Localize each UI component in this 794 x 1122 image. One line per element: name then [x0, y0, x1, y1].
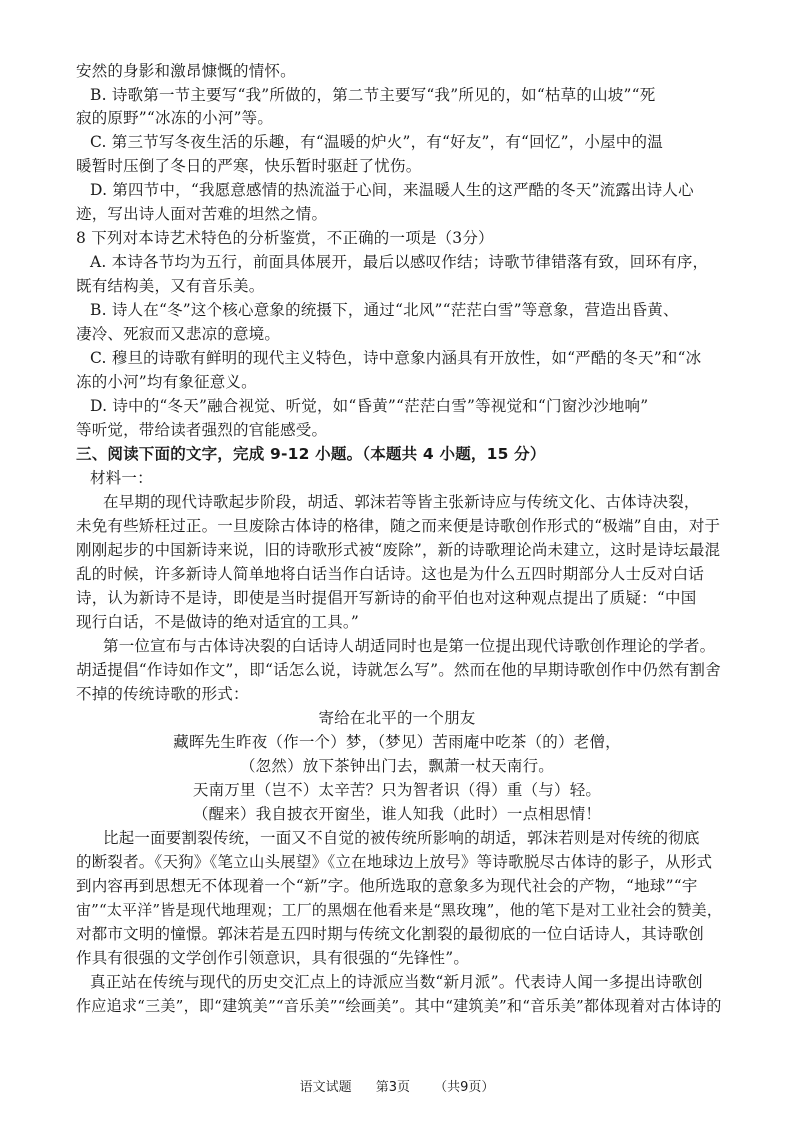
paragraph-1-line: 在早期的现代诗歌起步阶段，胡适、郭沫若等皆主张新诗应与传统文化、古体诗决裂，: [103, 493, 700, 511]
q8-option-c-line2: 冻的小河”均有象征意义。: [76, 373, 257, 391]
page-footer: [0, 1076, 794, 1095]
q7-option-b-line2: 寂的原野”“冰冻的小河”等。: [76, 109, 274, 127]
poem-line: （醒来）我自披衣开窗坐，谁人知我（此时）一点相思情！: [192, 805, 602, 823]
poem-line: 藏晖先生昨夜（作一个）梦，（梦见）苦雨庵中吃茶（的）老僧，: [173, 733, 621, 751]
poem-line: 天南万里（岂不）太辛苦？只为智者识（得）重（与）轻。: [192, 781, 602, 799]
q8-option-a-line1: A. 本诗各节均为五行，前面具体展开，最后以感叹作结；诗歌节律错落有致，回环有序，: [90, 253, 709, 271]
paragraph-3-line: 作具有很强的文学创作引领意识，具有很强的“先锋性”。: [76, 949, 470, 967]
paragraph-4-line: 作应追求“三美”，即“建筑美”“音乐美”“绘画美”。其中“建筑美”和“音乐美”都体现着对古体诗的: [76, 997, 722, 1015]
q8-option-c-line1: C. 穆旦的诗歌有鲜明的现代主义特色，诗中意象内涵具有开放性，如“严酷的冬天”和“冰: [90, 349, 702, 367]
paragraph-2-line: 第一位宣布与古体诗决裂的白话诗人胡适同时也是第一位提出现代诗歌创作理论的学者。: [103, 637, 716, 655]
q8-option-b-line2: 凄冷、死寂而又悲凉的意境。: [76, 325, 281, 343]
footer-total-pages: （共9页）: [434, 1080, 495, 1095]
q8-option-d-line2: 等听觉，带给读者强烈的官能感受。: [76, 421, 328, 439]
paragraph-1-line: 刚刚起步的中国新诗来说，旧的诗歌形式被“废除”，新的诗歌理论尚未建立，这时是诗坛最混: [76, 541, 721, 559]
poem-line: （忽然）放下茶钟出门去，飘萧一杖天南行。: [239, 757, 554, 775]
paragraph-3-line: 到内容再到思想无不体现着一个“新”字。他所选取的意象多为现代社会的产物，“地球”“宇: [76, 877, 698, 895]
poem-title: 寄给在北平的一个朋友: [318, 709, 476, 727]
q7-option-c-line2: 暖暂时压倒了冬日的严寒，快乐暂时驱赶了忧伤。: [76, 157, 422, 175]
paragraph-3-line: 宙”“太平洋”皆是现代地理观；工厂的黑烟在他看来是“黑玫瑰”，他的笔下是对工业社会的赞美，: [76, 901, 723, 919]
paragraph-2-line: 不掉的传统诗歌的形式：: [76, 685, 249, 703]
q8-stem: 8 下列对本诗艺术特色的分析鉴赏，不正确的一项是（3分）: [76, 229, 494, 247]
paragraph-4-line: 真正站在传统与现代的历史交汇点上的诗派应当数“新月派”。代表诗人闻一多提出诗歌创: [90, 973, 703, 991]
paragraph-3-line: 比起一面要割裂传统，一面又不自觉的被传统所影响的胡适，郭沫若则是对传统的彻底: [103, 829, 700, 847]
paragraph-1-line: 诗，认为新诗不是诗，即使是当时提倡开写新诗的俞平伯也对这种观点提出了质疑：“中国: [76, 589, 697, 607]
q7-option-d-line1: D. 第四节中，“我愿意感情的热流溢于心间，来温暖人生的这严酷的冬天”流露出诗人心: [90, 181, 694, 199]
footer-subject: 语文试题: [299, 1080, 352, 1095]
q7-option-a-tail: 安然的身影和激昂慷慨的情怀。: [76, 62, 296, 80]
q7-option-c-line1: C. 第三节写冬夜生活的乐趣，有“温暖的炉火”，有“好友”，有“回忆”，小屋中的温: [90, 133, 663, 151]
paragraph-1-line: 现行白话，不是做诗的绝对适宜的工具。”: [76, 613, 359, 631]
q8-option-a-line2: 既有结构美，又有音乐美。: [76, 277, 265, 295]
paragraph-3-line: 对都市文明的憧憬。郭沫若是五四时期与传统文化割裂的最彻底的一位白话诗人，其诗歌创: [76, 925, 705, 943]
q8-option-b-line1: B. 诗人在“冬”这个核心意象的统摄下，通过“北风”“茫茫白雪”等意象，营造出昏黄、: [90, 301, 679, 319]
paragraph-3-line: 的断裂者。《天狗》《笔立山头展望》《立在地球边上放号》等诗歌脱尽古体诗的影子，从形式: [76, 853, 713, 871]
q7-option-b-line1: B. 诗歌第一节主要写“我”所做的，第二节主要写“我”所见的，如“枯草的山坡”“死: [90, 86, 656, 104]
paragraph-1-line: 未免有些矫枉过正。一旦废除古体诗的格律，随之而来便是诗歌创作形式的“极端”自由，对于: [76, 517, 721, 535]
paragraph-2-line: 胡适提倡“作诗如作文”，即“话怎么说，诗就怎么写”。然而在他的早期诗歌创作中仍然有割舍: [76, 661, 721, 679]
q7-option-d-line2: 迹，写出诗人面对苦难的坦然之情。: [76, 205, 328, 223]
section-heading: 三、阅读下面的文字，完成 9-12 小题。（本题共 4 小题，15 分）: [76, 445, 546, 463]
paragraph-1-line: 乱的时候，许多新诗人简单地将白话当作白话诗。这也是为什么五四时期部分人士反对白话: [76, 565, 705, 583]
material-label: 材料一：: [90, 469, 153, 487]
footer-page-number: 第3页: [375, 1080, 410, 1095]
q8-option-d-line1: D. 诗中的“冬天”融合视觉、听觉，如“昏黄”“茫茫白雪”等视觉和“门窗沙沙地响”: [90, 397, 649, 415]
